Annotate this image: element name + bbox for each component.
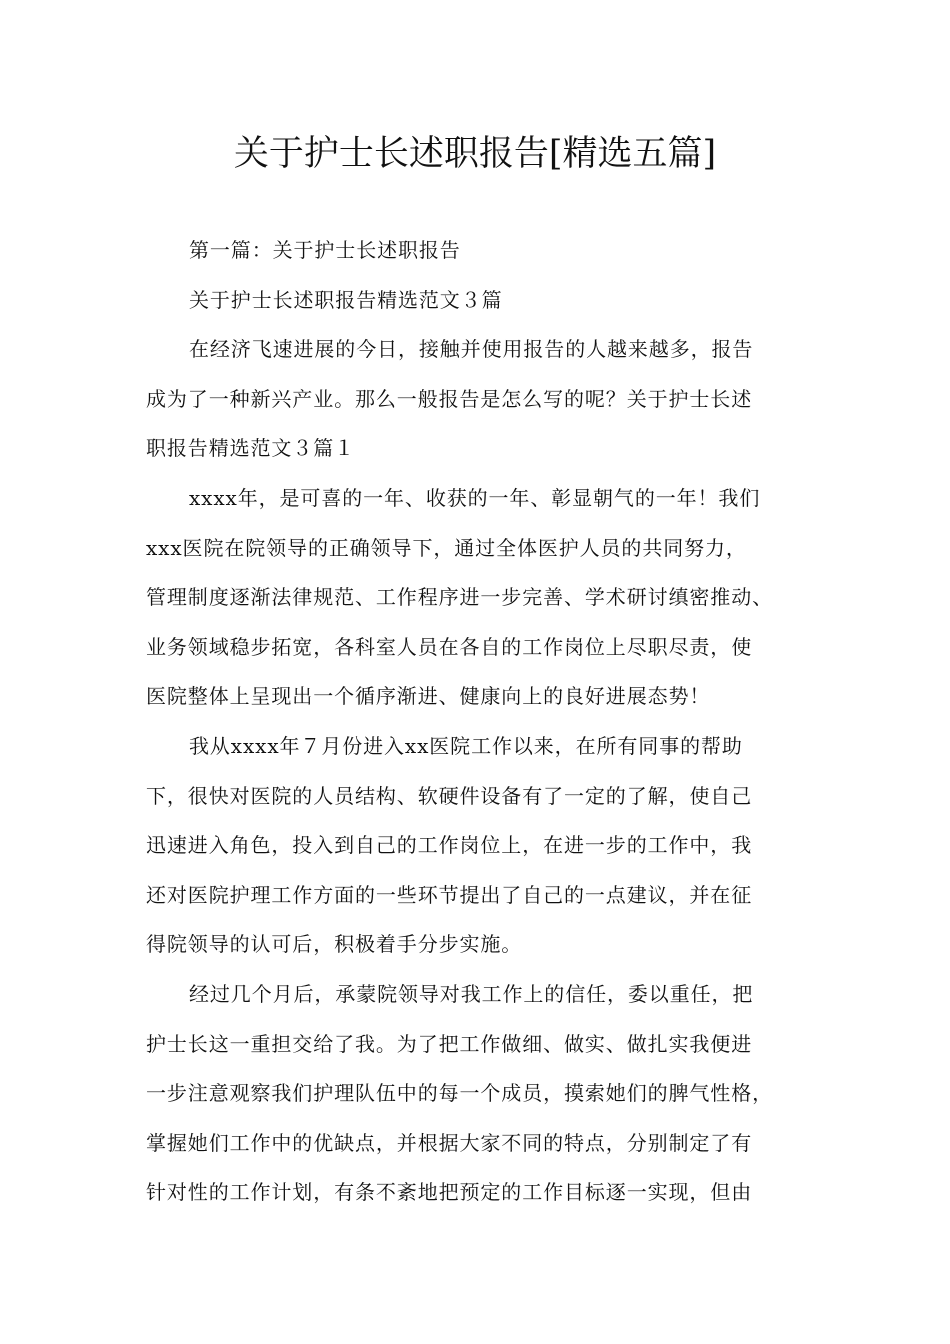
document-title: 关于护士长述职报告[精选五篇] [233,134,717,174]
text-line: 管理制度逐渐法律规范、工作程序进一步完善、学术研讨缜密推动、 [146,585,773,610]
text-line: 医院整体上呈现出一个循序渐进、健康向上的良好进展态势！ [146,684,711,709]
text-line: 还对医院护理工作方面的一些环节提出了自己的一点建议，并在征 [146,882,753,907]
text-line: 迅速进入角色，投入到自己的工作岗位上，在进一步的工作中，我 [146,833,753,858]
text-line: 得院领导的认可后，积极着手分步实施。 [146,932,523,957]
text-line: 第一篇：关于护士长述职报告 [189,238,461,262]
text-line: 经过几个月后，承蒙院领导对我工作上的信任，委以重任，把 [189,981,754,1006]
text-line: 护士长这一重担交给了我。为了把工作做细、做实、做扎实我便进 [146,1031,753,1056]
text-line: xxx医院在院领导的正确领导下，通过全体医护人员的共同努力， [146,535,747,560]
text-line: 下，很快对医院的人员结构、软硬件设备有了一定的了解，使自己 [146,783,753,808]
text-line: 成为了一种新兴产业。那么一般报告是怎么写的呢？关于护士长述 [146,386,753,411]
text-line: 职报告精选范文３篇１ [146,436,355,461]
text-line: xxxx年，是可喜的一年、收获的一年、彰显朝气的一年！我们 [189,485,761,510]
text-line: 我从xxxx年７月份进入xx医院工作以来，在所有同事的帮助 [189,733,743,758]
text-line: 业务领域稳步拓宽，各科室人员在各自的工作岗位上尽职尽责，使 [146,634,753,659]
text-line: 在经济飞速进展的今日，接触并使用报告的人越来越多，报告 [189,337,754,362]
document-body [146,226,811,1218]
text-line: 掌握她们工作中的优缺点，并根据大家不同的特点，分别制定了有 [146,1130,753,1155]
text-line: 针对性的工作计划，有条不紊地把预定的工作目标逐一实现，但由 [146,1180,753,1205]
text-line: 关于护士长述职报告精选范文３篇 [189,287,503,312]
text-line: 一步注意观察我们护理队伍中的每一个成员，摸索她们的脾气性格， [146,1081,773,1106]
